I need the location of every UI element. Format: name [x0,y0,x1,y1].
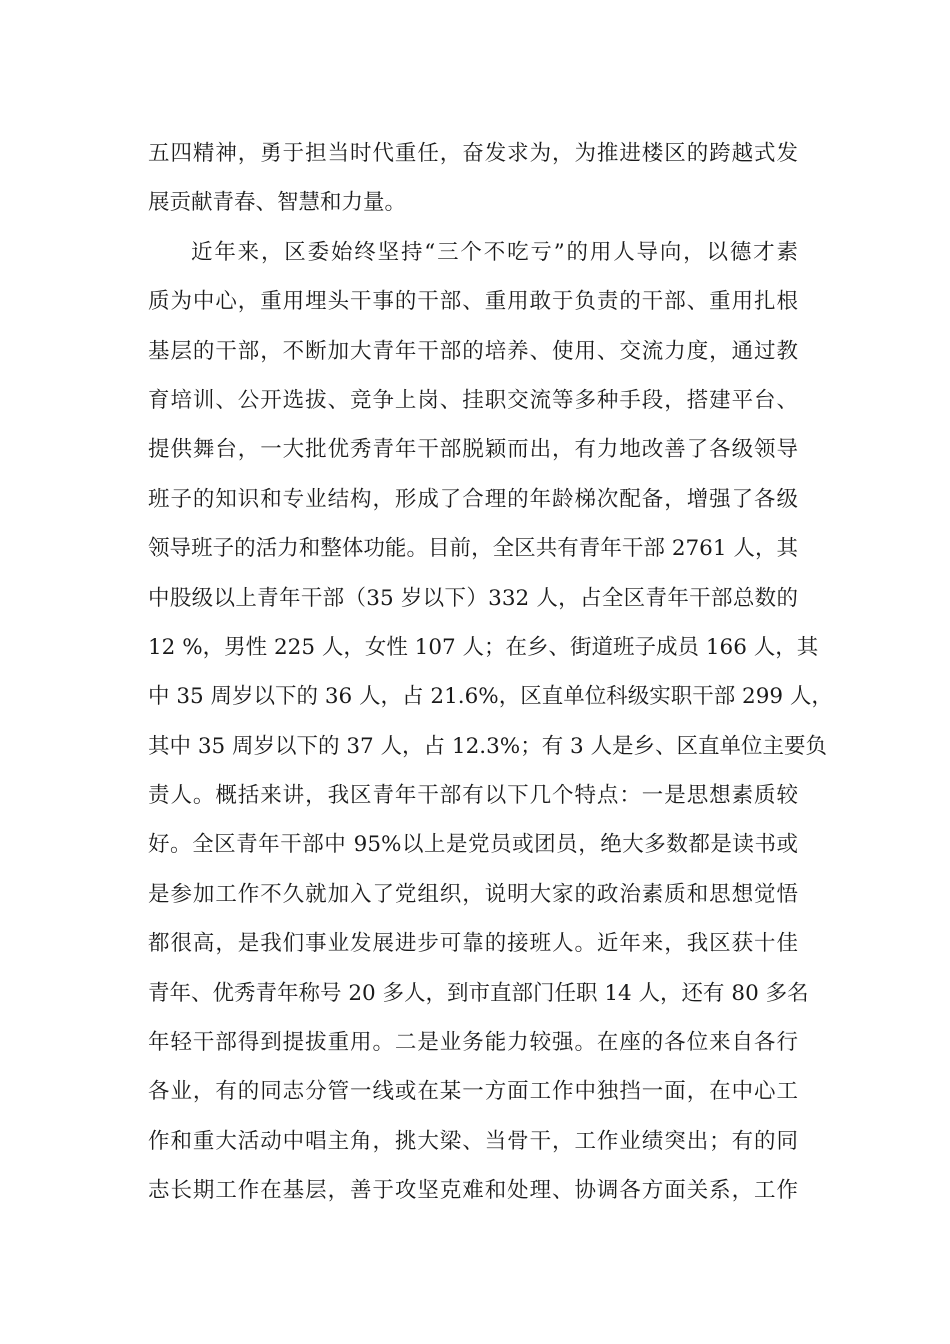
body-text [148,129,833,1216]
text-line: 是参加工作不久就加入了党组织，说明大家的政治素质和思想觉悟 [148,881,798,907]
text-line: 12 %，男性 225 人，女性 107 人；在乡、街道班子成员 166 人，其 [148,634,819,660]
text-line: 育培训、公开选拔、竞争上岗、挂职交流等多种手段，搭建平台、 [148,387,798,413]
text-line: 班子的知识和专业结构，形成了合理的年龄梯次配备，增强了各级 [148,486,798,512]
text-line: 近年来，区委始终坚持“三个不吃亏”的用人导向，以德才素 [191,239,798,265]
text-line: 中股级以上青年干部（35 岁以下）332 人，占全区青年干部总数的 [148,585,798,611]
text-line: 其中 35 周岁以下的 37 人，占 12.3%；有 3 人是乡、区直单位主要负 [148,733,828,759]
text-line: 领导班子的活力和整体功能。目前，全区共有青年干部 2761 人，其 [148,536,798,562]
text-line: 青年、优秀青年称号 20 多人，到市直部门任职 14 人，还有 80 多名 [148,980,809,1006]
text-line: 志长期工作在基层，善于攻坚克难和处理、协调各方面关系，工作 [148,1178,798,1204]
text-line: 提供舞台，一大批优秀青年干部脱颖而出，有力地改善了各级领导 [148,437,798,463]
text-line: 各业，有的同志分管一线或在某一方面工作中独挡一面，在中心工 [148,1079,798,1105]
text-line: 作和重大活动中唱主角，挑大梁、当骨干，工作业绩突出；有的同 [148,1128,798,1154]
text-line: 好。全区青年干部中 95%以上是党员或团员，绝大多数都是读书或 [148,832,798,858]
text-line: 五四精神，勇于担当时代重任，奋发求为，为推进楼区的跨越式发 [148,141,798,166]
text-line: 责人。概括来讲，我区青年干部有以下几个特点：一是思想素质较 [148,783,798,809]
text-line: 中 35 周岁以下的 36 人，占 21.6%，区直单位科级实职干部 299 人， [148,684,833,710]
text-line: 基层的干部，不断加大青年干部的培养、使用、交流力度，通过教 [148,338,798,364]
text-line: 年轻干部得到提拔重用。二是业务能力较强。在座的各位来自各行 [148,1030,798,1056]
text-line: 展贡献青春、智慧和力量。 [148,190,407,216]
text-line: 质为中心，重用埋头干事的干部、重用敢于负责的干部、重用扎根 [148,289,798,315]
text-line: 都很高，是我们事业发展进步可靠的接班人。近年来，我区获十佳 [148,931,798,957]
